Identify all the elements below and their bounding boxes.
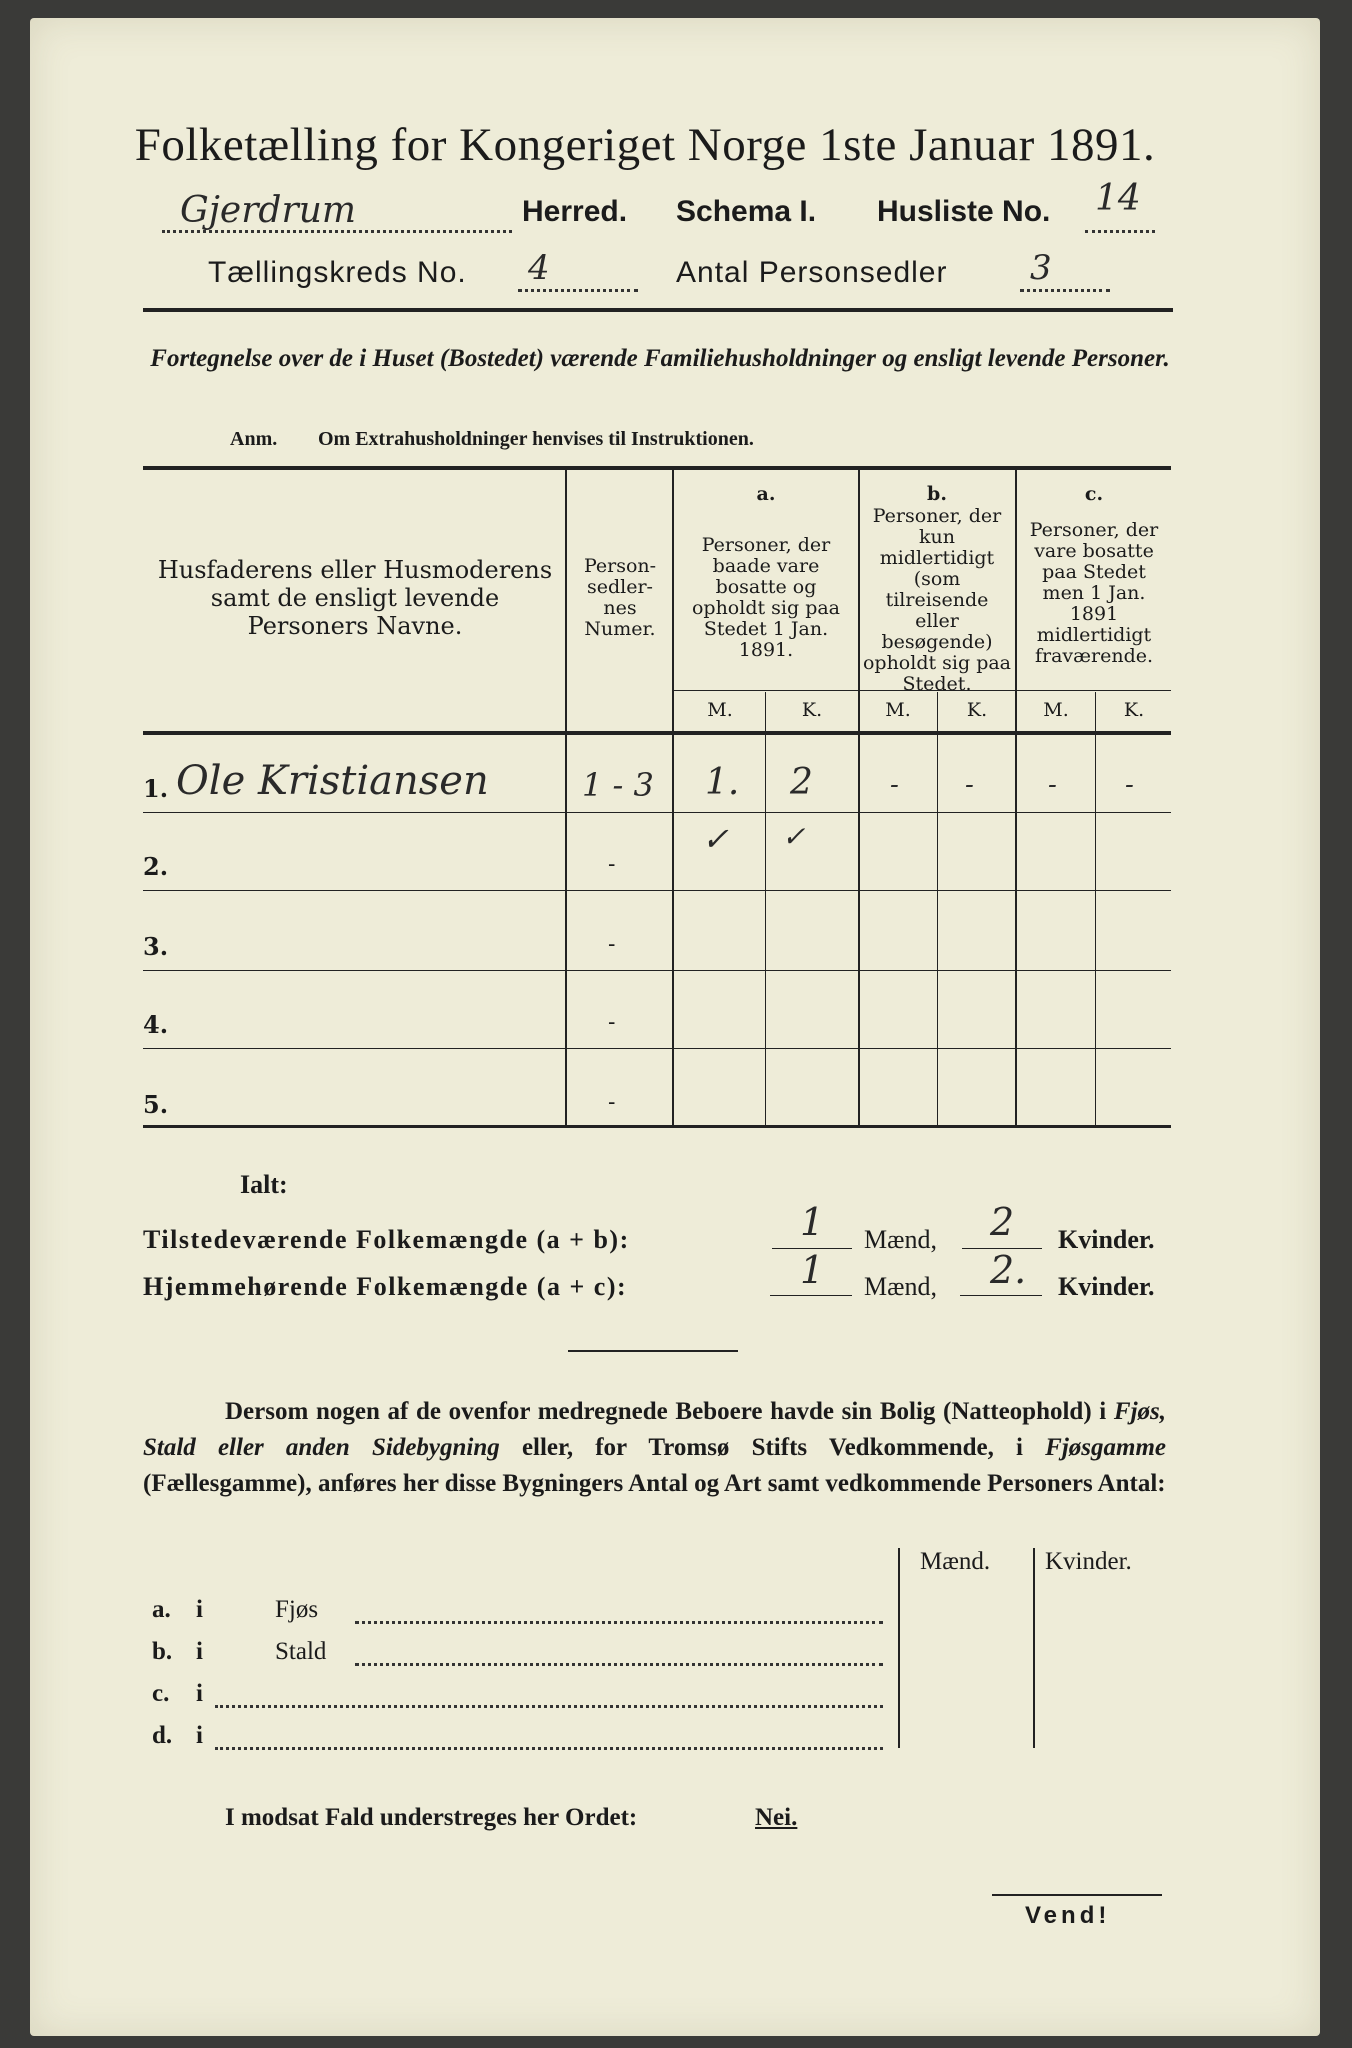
census-form-page <box>30 18 1320 2036</box>
anm-text: Om Extrahusholdninger henvises til Instruktionen. <box>318 428 754 450</box>
hjemme-maend: Mænd, <box>864 1272 937 1301</box>
col-divider-b <box>1015 468 1017 1128</box>
col-b-k: K. <box>966 699 988 721</box>
row-1-check-k: ✓ <box>782 820 806 853</box>
kreds-label: Tællingskreds No. <box>208 256 467 289</box>
row-4-numer: - <box>608 1010 616 1035</box>
personsedler-value: 3 <box>1030 248 1052 288</box>
bolig-text-3: (Fællesgamme), anføres her disse Bygningers Antal og Art samt vedkommende Personers Antal: <box>143 1470 1166 1497</box>
hjemme-m-value: 1 <box>800 1248 825 1292</box>
bolig-text-fjos: Fjøs, Stald eller anden Sidebygning <box>143 1398 1167 1461</box>
row-1-c-m: - <box>1048 770 1057 800</box>
col-a-k: K. <box>801 699 823 721</box>
schema-label: Schema I. <box>676 195 817 228</box>
tilstede-k-value: 2 <box>990 1200 1015 1244</box>
bolig-row-d-dots <box>215 1746 883 1750</box>
form-title: Folketælling for Kongeriget Norge 1ste Januar 1891. <box>134 119 1156 171</box>
col-header-numer: Person-sedler-nes Numer. <box>583 555 657 640</box>
bolig-paragraph <box>143 1394 1166 1502</box>
bolig-col-kvinder: Kvinder. <box>1045 1548 1132 1575</box>
row-1-a-k: 2 <box>790 762 813 803</box>
bolig-text-1: Dersom nogen af de ovenfor medregnede Beboere havde sin Bolig (Natteophold) i <box>225 1398 1107 1425</box>
row-rule-1 <box>143 812 1171 813</box>
husliste-dotted-line <box>1085 228 1155 233</box>
herred-value: Gjerdrum <box>180 190 357 231</box>
nei-word: Nei. <box>755 1804 798 1831</box>
hjemme-kvinder: Kvinder. <box>1058 1272 1155 1301</box>
row-rule-2 <box>143 890 1171 891</box>
vend-rule <box>992 1894 1162 1896</box>
col-c-k: K. <box>1123 699 1145 721</box>
row-3-numer: - <box>608 932 616 957</box>
bolig-divider-2 <box>1033 1548 1035 1748</box>
col-header-c: Personer, der vare bosatte paa Stedet men 1 Jan. 1891 midlertidigt fraværende. <box>1029 519 1159 667</box>
row-1-a-m: 1. <box>705 762 740 803</box>
col-divider-a <box>858 468 860 1128</box>
kreds-value: 4 <box>528 248 550 288</box>
bolig-row-c-i: i <box>196 1680 203 1707</box>
modsat-text: I modsat Fald understreges her Ordet: <box>225 1804 638 1831</box>
tilstede-maend: Mænd, <box>864 1225 937 1254</box>
vend-text: Vend! <box>1025 1902 1111 1929</box>
col-header-c-letter: c. <box>1084 483 1104 505</box>
herred-label: Herred. <box>522 195 628 228</box>
husliste-value: 14 <box>1095 178 1141 219</box>
bolig-row-b-dots <box>355 1662 883 1666</box>
bolig-row-b-letter: b. <box>152 1638 173 1665</box>
col-c-m: M. <box>1043 699 1069 721</box>
tilstede-m-value: 1 <box>800 1200 825 1244</box>
hjemme-label: Hjemmehørende Folkemængde (a + c): <box>143 1272 628 1301</box>
anm-label: Anm. <box>230 428 278 450</box>
bolig-row-c-dots <box>215 1704 883 1708</box>
personsedler-label: Antal Personsedler <box>676 256 948 289</box>
col-divider-numer <box>672 468 674 1128</box>
col-a-m: M. <box>707 699 733 721</box>
section-divider <box>568 1350 738 1352</box>
hjemme-k-line <box>960 1295 1042 1296</box>
row-3-num: 3. <box>143 932 169 961</box>
row-1-check-m: ✓ <box>702 820 729 858</box>
row-1-numer: 1 - 3 <box>582 766 654 804</box>
bolig-row-a-i: i <box>196 1596 203 1623</box>
bolig-text-2: eller, for Tromsø Stifts Vedkommende, i <box>521 1434 1023 1461</box>
row-1-name: Ole Kristiansen <box>176 758 489 804</box>
bolig-row-a-letter: a. <box>152 1596 171 1623</box>
row-2-num: 2. <box>143 852 169 881</box>
row-2-numer: - <box>608 852 616 877</box>
row-rule-4 <box>143 1048 1171 1049</box>
hjemme-k-value: 2. <box>990 1248 1027 1292</box>
col-divider-c-mk <box>1095 692 1096 1128</box>
col-divider-names <box>565 468 567 1128</box>
header-rule <box>143 308 1173 312</box>
bolig-col-maend: Mænd. <box>920 1548 991 1575</box>
bolig-row-b-i: i <box>196 1638 203 1665</box>
row-1-b-m: - <box>890 770 899 800</box>
bolig-row-b-label: Stald <box>275 1638 327 1665</box>
row-1-b-k: - <box>965 770 974 800</box>
hjemme-m-line <box>770 1295 852 1296</box>
ialt-label: Ialt: <box>240 1170 288 1199</box>
tilstede-kvinder: Kvinder. <box>1058 1225 1155 1254</box>
bolig-divider-1 <box>898 1548 900 1748</box>
bolig-row-d-i: i <box>196 1722 203 1749</box>
col-header-a-letter: a. <box>756 483 776 505</box>
bolig-row-a-label: Fjøs <box>275 1596 319 1623</box>
col-divider-b-mk <box>937 692 938 1128</box>
row-1-c-k: - <box>1125 770 1134 800</box>
row-5-numer: - <box>608 1090 616 1115</box>
col-header-a: Personer, der baade vare bosatte og opholdt sig paa Stedet 1 Jan. 1891. <box>691 534 841 661</box>
tilstede-label: Tilstedeværende Folkemængde (a + b): <box>143 1225 630 1254</box>
bolig-row-c-letter: c. <box>152 1680 170 1707</box>
row-1-num: 1. <box>143 774 169 803</box>
col-divider-a-mk <box>765 692 766 1128</box>
row-5-num: 5. <box>143 1090 169 1119</box>
col-header-b: Personer, der kun midlertidigt (som tilreisende eller besøgende) opholdt sig paa Stedet. <box>862 505 1012 695</box>
row-rule-3 <box>143 970 1171 971</box>
husliste-label: Husliste No. <box>877 195 1051 228</box>
col-b-m: M. <box>885 699 911 721</box>
row-4-num: 4. <box>143 1010 169 1039</box>
bolig-row-a-dots <box>355 1620 883 1624</box>
col-header-names: Husfaderens eller Husmoderens samt de ensligt levende Personers Navne. <box>157 556 553 640</box>
col-header-b-letter: b. <box>927 483 947 505</box>
bolig-row-d-letter: d. <box>152 1722 173 1749</box>
bolig-text-gamme: Fjøsgamme <box>1045 1434 1166 1461</box>
intro-heading: Fortegnelse over de i Huset (Bostedet) værende Familiehusholdninger og ensligt levende Personer. <box>150 345 1170 372</box>
